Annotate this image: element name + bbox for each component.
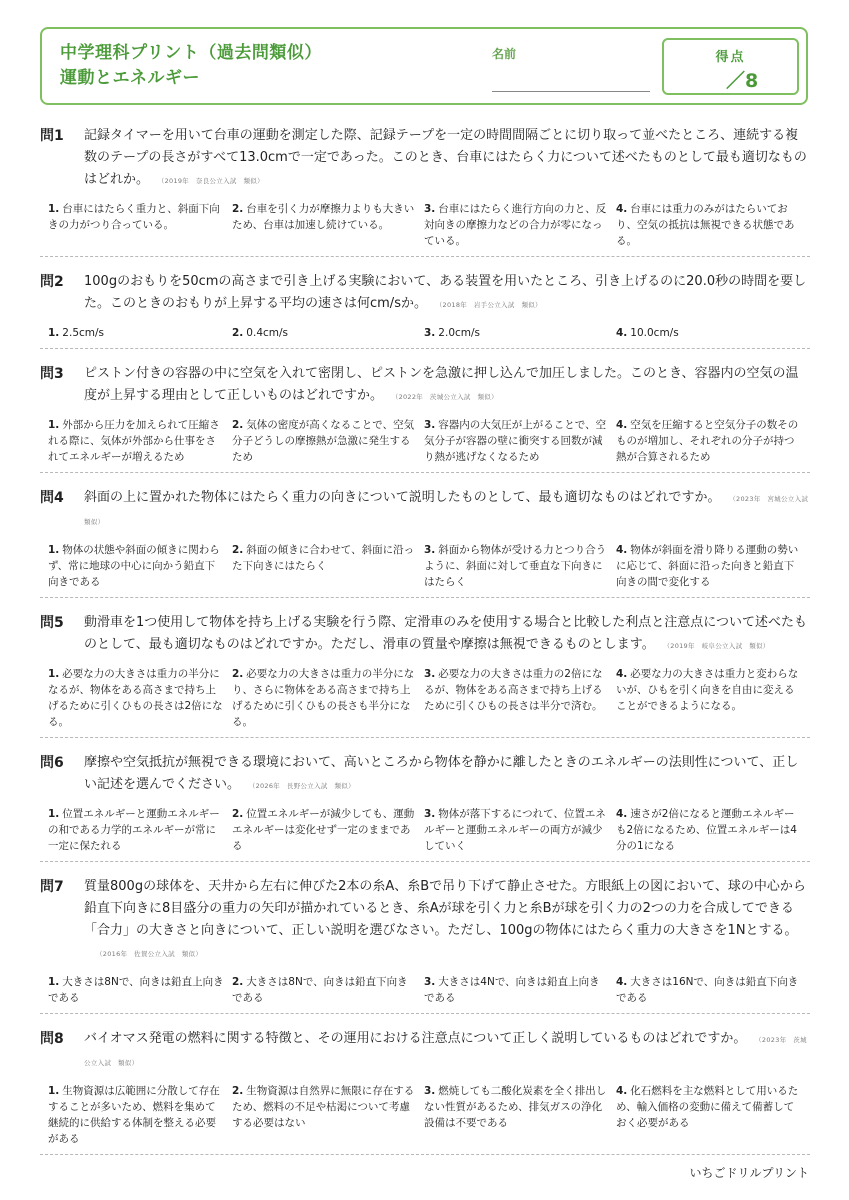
choice-4[interactable]	[616, 1083, 808, 1147]
choice-4[interactable]	[616, 666, 808, 730]
choice-number: 4.	[616, 808, 628, 820]
choice-number: 4.	[616, 327, 628, 339]
question-text	[84, 271, 810, 316]
question-block	[40, 363, 810, 473]
choice-3[interactable]	[424, 974, 616, 1006]
question-block	[40, 752, 810, 862]
choice-text: 必要な力の大きさは重力の半分になり、さらに物体をある高さまで持ち上げるために引くひもの長さも半分になる。	[232, 668, 415, 728]
choice-2[interactable]	[232, 417, 424, 465]
choice-4[interactable]	[616, 806, 808, 854]
choice-text: 台車にはたらく重力と、斜面下向きの力がつり合っている。	[48, 203, 220, 231]
choice-text: 斜面から物体が受ける力とつり合うように、斜面に対して垂直な下向きにはたらく	[424, 544, 607, 588]
choice-text: 気体の密度が高くなることで、空気分子どうしの摩擦熱が急激に発生するため	[232, 419, 415, 463]
question-source: （2026年 長野公立入試 類似）	[252, 782, 355, 790]
choice-number: 2.	[232, 327, 244, 339]
choice-number: 1.	[48, 203, 60, 215]
choice-text: 大きさは8Nで、向きは鉛直下向きである	[232, 976, 408, 1004]
choice-list	[40, 806, 810, 854]
choice-text: 位置エネルギーと運動エネルギーの和である力学的エネルギーが常に一定に保たれる	[48, 808, 220, 852]
choice-text: 生物資源は広範囲に分散して存在することが多いため、燃料を集めて継続的に供給する体制を整える必要がある	[48, 1085, 220, 1145]
choice-number: 1.	[48, 808, 60, 820]
choice-text: 10.0cm/s	[630, 327, 679, 339]
choice-text: 外部から圧力を加えられて圧縮される際に、気体が外部から仕事をされてエネルギーが増えるため	[48, 419, 220, 463]
choice-list	[40, 1083, 810, 1147]
question-body: 100gのおもりを50cmの高さまで引き上げる実験において、ある装置を用いたところ、引き上げるのに20.0秒の時間を要した。このときのおもりが上昇する平均の速さは何cm/sか。	[84, 274, 807, 311]
choice-text: 台車にはたらく進行方向の力と、反対向きの摩擦力などの合力が零になっている。	[424, 203, 607, 247]
question-body: バイオマス発電の燃料に関する特徴と、その運用における注意点について正しく説明しているものはどれですか。	[84, 1031, 747, 1046]
choice-text: 斜面の傾きに合わせて、斜面に沿った下向きにはたらく	[232, 544, 415, 572]
choice-number: 4.	[616, 419, 628, 431]
choice-number: 2.	[232, 544, 244, 556]
question-text	[84, 876, 810, 965]
choice-2[interactable]	[232, 806, 424, 854]
question-list	[40, 125, 815, 1169]
question-head	[40, 271, 810, 316]
choice-3[interactable]	[424, 417, 616, 465]
choice-number: 1.	[48, 976, 60, 988]
choice-3[interactable]	[424, 666, 616, 730]
choice-3[interactable]	[424, 1083, 616, 1147]
choice-1[interactable]	[40, 325, 232, 341]
choice-number: 3.	[424, 327, 436, 339]
choice-4[interactable]	[616, 325, 808, 341]
choice-text: 必要な力の大きさは重力と変わらないが、ひもを引く向きを自由に変えることができるようになる。	[616, 668, 799, 712]
question-text	[84, 752, 810, 797]
question-block	[40, 487, 815, 598]
choice-text: 2.5cm/s	[62, 327, 105, 339]
choice-text: 大きさは8Nで、向きは鉛直上向きである	[48, 976, 224, 1004]
question-source: （2022年 茨城公立入試 類似）	[395, 393, 498, 401]
page-title: 中学理科プリント（過去問類似）	[60, 43, 322, 63]
question-block	[40, 876, 810, 1014]
choice-4[interactable]	[616, 974, 808, 1006]
choice-text: 速さが2倍になると運動エネルギーも2倍になるため、位置エネルギーは4分の1になる	[616, 808, 797, 852]
question-number: 問4	[40, 490, 64, 506]
choice-list	[40, 974, 810, 1006]
name-label: 名前	[492, 47, 517, 61]
title-area	[60, 41, 322, 91]
name-area	[492, 45, 652, 62]
choice-1[interactable]	[40, 974, 232, 1006]
question-source: （2019年 岐阜公立入試 類似）	[666, 642, 770, 650]
choice-number: 2.	[232, 1085, 244, 1097]
choice-text: 化石燃料を主な燃料として用いるため、輸入価格の変動に備えて備蓄しておく必要がある	[616, 1085, 799, 1129]
question-text	[84, 612, 810, 657]
question-block	[40, 1028, 810, 1155]
choice-1[interactable]	[40, 666, 232, 730]
choice-text: 物体が斜面を滑り降りる運動の勢いに応じて、斜面に沿った向きと鉛直下向きの間で変化する	[616, 544, 799, 588]
choice-number: 1.	[48, 1085, 60, 1097]
choice-text: 位置エネルギーが減少しても、運動エネルギーは変化せず一定のままである	[232, 808, 415, 852]
choice-text: 空気を圧縮すると空気分子の数そのものが増加し、それぞれの分子が持つ熱が合算されるため	[616, 419, 799, 463]
choice-number: 4.	[616, 976, 628, 988]
question-body: 記録タイマーを用いて台車の運動を測定した際、記録テープを一定の時間間隔ごとに切り取って並べたところ、連続する複数のテープの長さがすべて13.0cmで一定であった。このとき、台車にはたらく力について述べたものとして最も適切なものはどれか。	[84, 128, 807, 187]
choice-number: 1.	[48, 419, 60, 431]
score-value: ／8	[726, 70, 759, 92]
choice-2[interactable]	[232, 201, 424, 249]
choice-number: 3.	[424, 1085, 436, 1097]
question-block	[40, 612, 810, 738]
choice-2[interactable]	[232, 325, 424, 341]
choice-3[interactable]	[424, 325, 616, 341]
question-number: 問5	[40, 615, 64, 631]
question-block	[40, 125, 810, 257]
choice-list	[40, 666, 810, 730]
question-head	[40, 612, 810, 657]
question-text	[84, 363, 810, 408]
choice-3[interactable]	[424, 542, 616, 590]
choice-number: 2.	[232, 808, 244, 820]
header-box	[40, 27, 808, 105]
choice-text: 大きさは4Nで、向きは鉛直上向きである	[424, 976, 600, 1004]
question-number: 問7	[40, 879, 64, 895]
choice-text: 生物資源は自然界に無限に存在するため、燃料の不足や枯渇について考慮する必要はない	[232, 1085, 415, 1129]
name-write-line[interactable]	[492, 91, 650, 92]
question-head	[40, 363, 810, 408]
question-source: （2023年 宮城公立入試 類似）	[84, 495, 815, 526]
choice-number: 1.	[48, 544, 60, 556]
choice-1[interactable]	[40, 542, 232, 590]
choice-number: 4.	[616, 544, 628, 556]
question-number: 問3	[40, 366, 64, 382]
choice-2[interactable]	[232, 1083, 424, 1147]
question-head	[40, 752, 810, 797]
question-head	[40, 1028, 810, 1074]
choice-text: 台車には重力のみがはたらいており、空気の抵抗は無視できる状態である。	[616, 203, 795, 247]
question-source: （2019年 奈良公立入試 類似）	[161, 177, 264, 185]
choice-list	[40, 325, 810, 341]
choice-number: 3.	[424, 808, 436, 820]
choice-1[interactable]	[40, 806, 232, 854]
question-source: （2023年 茨城公立入試 類似）	[84, 1036, 807, 1067]
choice-1[interactable]	[40, 1083, 232, 1147]
question-head	[40, 125, 810, 192]
choice-2[interactable]	[232, 542, 424, 590]
choice-number: 2.	[232, 203, 244, 215]
question-source: （2016年 佐賀公立入試 類似）	[96, 950, 203, 958]
question-body: 斜面の上に置かれた物体にはたらく重力の向きについて説明したものとして、最も適切なものはどれですか。	[84, 490, 721, 505]
choice-text: 物体が落下するにつれて、位置エネルギーと運動エネルギーの両方が減少していく	[424, 808, 606, 852]
choice-list	[40, 542, 810, 590]
choice-list	[40, 201, 810, 249]
question-head	[40, 487, 815, 533]
choice-2[interactable]	[232, 974, 424, 1006]
question-number: 問1	[40, 128, 64, 144]
choice-text: 物体の状態や斜面の傾きに関わらず、常に地球の中心に向かう鉛直下向きである	[48, 544, 220, 588]
choice-text: 燃焼しても二酸化炭素を全く排出しない性質があるため、排気ガスの浄化設備は不要である	[424, 1085, 607, 1129]
choice-1[interactable]	[40, 417, 232, 465]
question-body: 動滑車を1つ使用して物体を持ち上げる実験を行う際、定滑車のみを使用する場合と比較した利点と注意点について述べたものとして、最も適切なものはどれですか。ただし、滑車の質量や摩擦は無視できるものとします。	[84, 615, 808, 652]
choice-number: 3.	[424, 419, 436, 431]
question-block	[40, 271, 810, 349]
choice-number: 4.	[616, 203, 628, 215]
choice-list	[40, 417, 810, 465]
choice-text: 大きさは16Nで、向きは鉛直下向きである	[616, 976, 799, 1004]
question-head	[40, 876, 810, 965]
question-source: （2018年 岩手公立入試 類似）	[438, 301, 542, 309]
question-body: ピストン付きの容器の中に空気を入れて密閉し、ピストンを急激に押し込んで加圧しました。このとき、容器内の空気の温度が上昇する理由として正しいものはどれですか。	[84, 366, 799, 403]
choice-number: 4.	[616, 1085, 628, 1097]
question-text	[84, 125, 810, 192]
question-number: 問2	[40, 274, 64, 290]
choice-text: 0.4cm/s	[246, 327, 289, 339]
choice-2[interactable]	[232, 666, 424, 730]
footer-brand: いちごドリルプリント	[689, 1166, 809, 1180]
choice-text: 台車を引く力が摩擦力よりも大きいため、台車は加速し続けている。	[232, 203, 415, 231]
question-body: 質量800gの球体を、天井から左右に伸びた2本の糸A、糸Bで吊り下げて静止させた。方眼紙上の図において、球の中心から鉛直下向きに8目盛分の重力の矢印が描かれているとき、糸Aが球を引く力と糸Bが球を引く力の2つの力を合成してできる「合力」の大きさと向きについて、正しい説明を選びなさい。ただし、100gの物体にはたらく重力の大きさを1Nとする。	[84, 879, 806, 938]
choice-text: 必要な力の大きさは重力の半分になるが、物体をある高さまで持ち上げるために引くひもの長さは2倍になる。	[48, 668, 223, 728]
choice-4[interactable]	[616, 417, 808, 465]
choice-3[interactable]	[424, 806, 616, 854]
choice-number: 3.	[424, 976, 436, 988]
question-number: 問6	[40, 755, 64, 771]
choice-4[interactable]	[616, 201, 808, 249]
choice-number: 2.	[232, 976, 244, 988]
page-subtitle: 運動とエネルギー	[60, 68, 200, 88]
choice-number: 2.	[232, 668, 244, 680]
choice-text: 2.0cm/s	[438, 327, 481, 339]
choice-number: 3.	[424, 544, 436, 556]
choice-text: 必要な力の大きさは重力の2倍になるが、物体をある高さまで持ち上げるために引くひもの長さは半分で済む。	[424, 668, 603, 712]
question-body: 摩擦や空気抵抗が無視できる環境において、高いところから物体を静かに離したときのエネルギーの法則性について、正しい記述を選んでください。	[84, 755, 799, 792]
choice-number: 1.	[48, 327, 60, 339]
score-box	[662, 38, 799, 95]
question-number: 問8	[40, 1031, 64, 1047]
choice-1[interactable]	[40, 201, 232, 249]
choice-3[interactable]	[424, 201, 616, 249]
choice-number: 1.	[48, 668, 60, 680]
choice-number: 4.	[616, 668, 628, 680]
choice-number: 3.	[424, 668, 436, 680]
question-text	[84, 487, 815, 533]
choice-text: 容器内の大気圧が上がることで、空気分子が容器の壁に衝突する回数が減り熱が逃げなくなるため	[424, 419, 607, 463]
choice-number: 3.	[424, 203, 436, 215]
score-label: 得点	[715, 50, 746, 65]
choice-4[interactable]	[616, 542, 808, 590]
choice-number: 2.	[232, 419, 244, 431]
question-text	[84, 1028, 810, 1074]
